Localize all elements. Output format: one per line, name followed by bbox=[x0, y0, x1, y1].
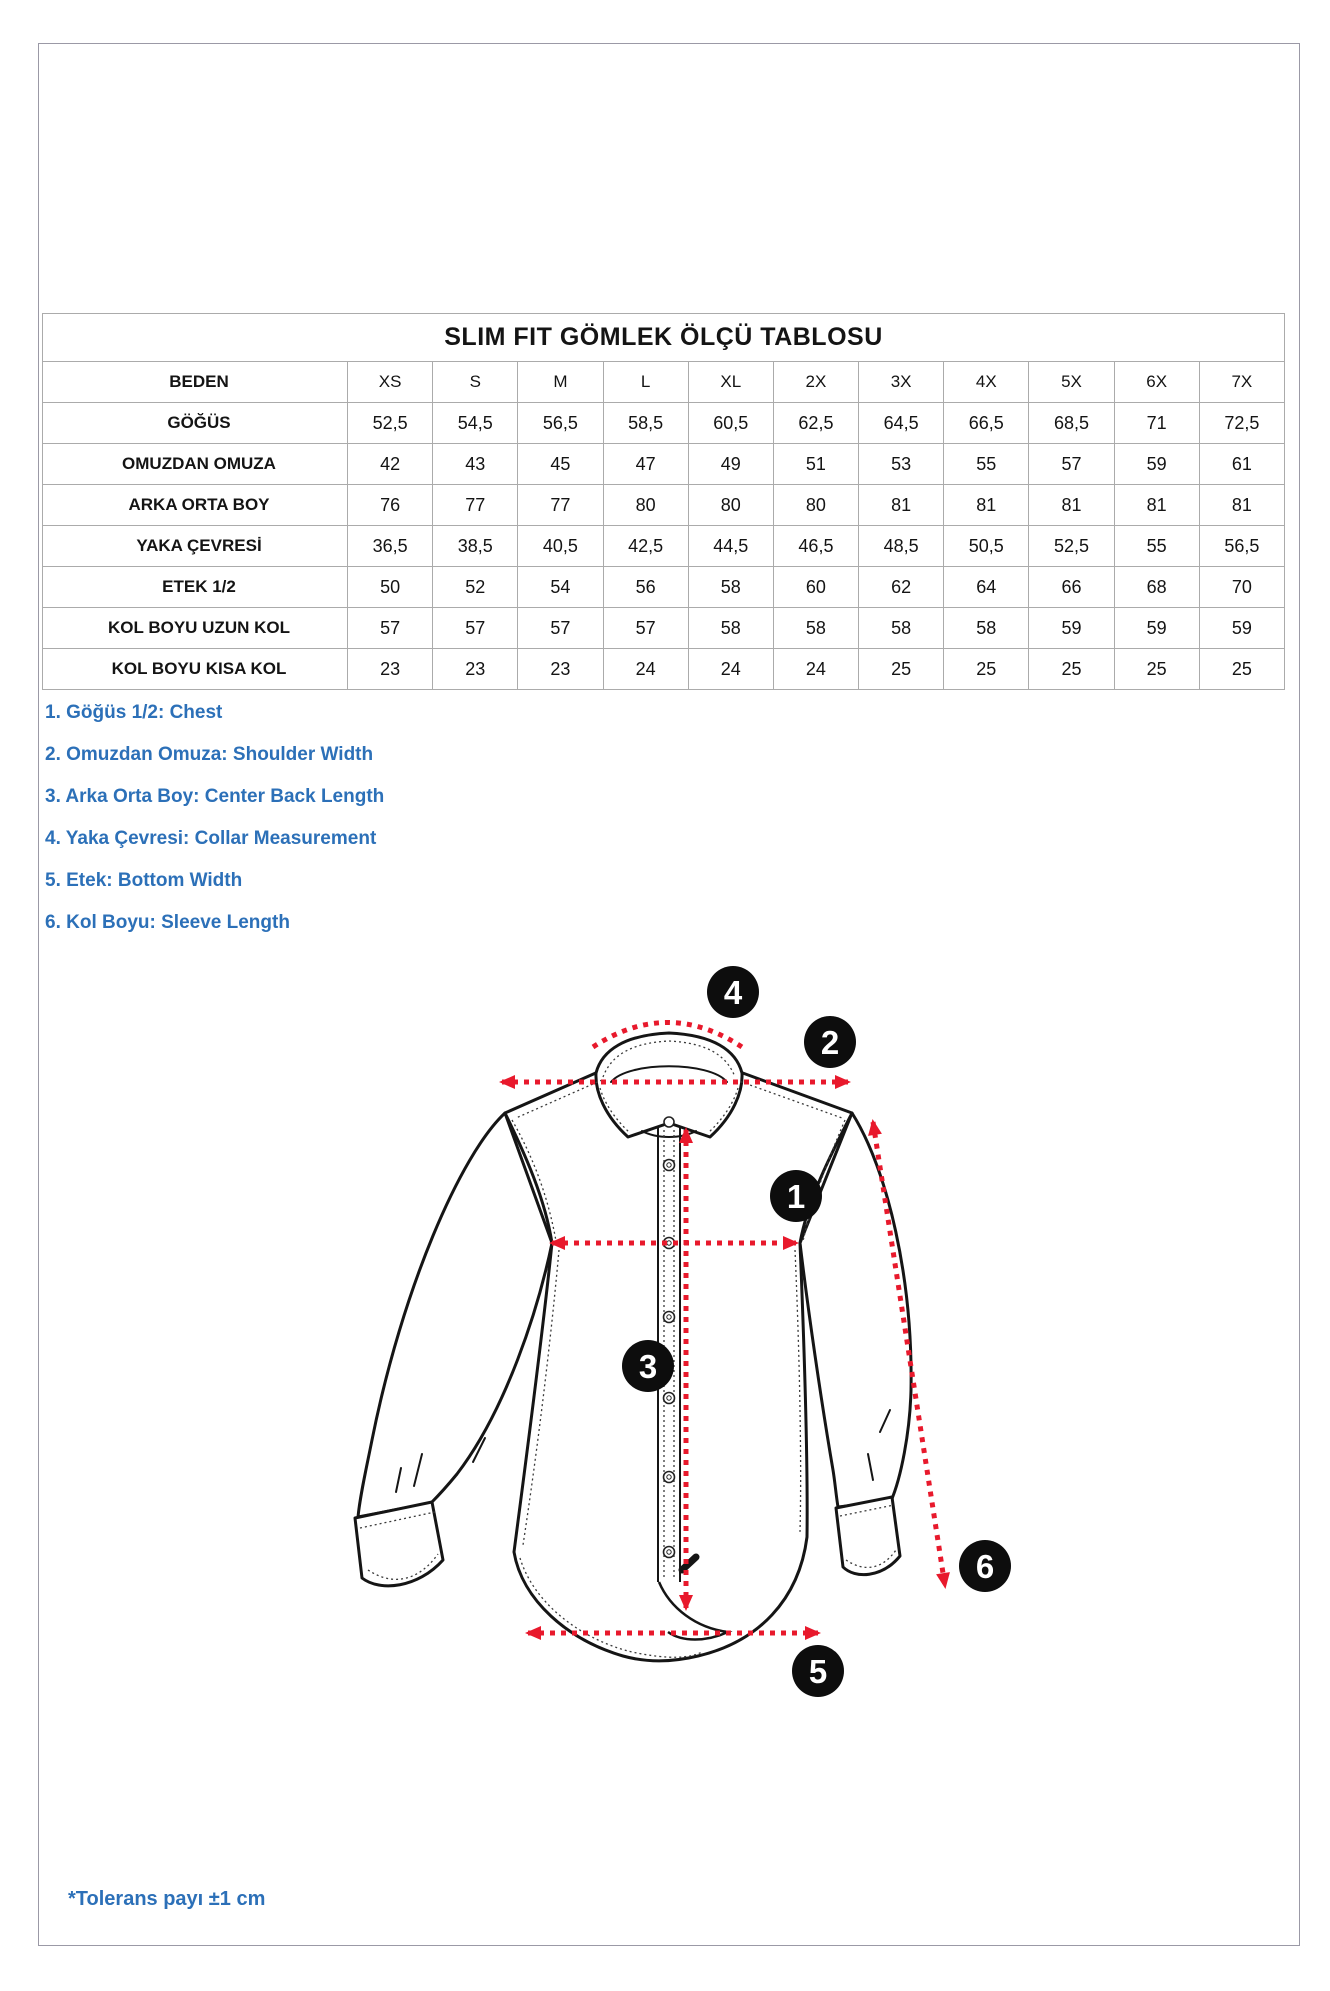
cell: 76 bbox=[348, 485, 433, 526]
row-label: OMUZDAN OMUZA bbox=[43, 444, 348, 485]
row-label: KOL BOYU KISA KOL bbox=[43, 649, 348, 690]
cell: 23 bbox=[348, 649, 433, 690]
cell: 51 bbox=[773, 444, 858, 485]
cell: 25 bbox=[1199, 649, 1284, 690]
cell: 80 bbox=[603, 485, 688, 526]
cell: 80 bbox=[688, 485, 773, 526]
cell: 36,5 bbox=[348, 526, 433, 567]
legend-item-chest: 1. Göğüs 1/2: Chest bbox=[45, 702, 223, 723]
cell: 62,5 bbox=[773, 403, 858, 444]
row-label: ETEK 1/2 bbox=[43, 567, 348, 608]
cell: 45 bbox=[518, 444, 603, 485]
cell: 58,5 bbox=[603, 403, 688, 444]
cell: 55 bbox=[1114, 526, 1199, 567]
cell: 49 bbox=[688, 444, 773, 485]
table-header-row bbox=[43, 362, 1285, 403]
cell: 68 bbox=[1114, 567, 1199, 608]
legend-item-collar: 4. Yaka Çevresi: Collar Measurement bbox=[45, 828, 377, 849]
header-label: BEDEN bbox=[43, 362, 348, 403]
size-header: 6X bbox=[1114, 362, 1199, 403]
size-header: S bbox=[433, 362, 518, 403]
badge-2: 2 bbox=[820, 1024, 840, 1061]
tolerance-footnote: *Tolerans payı ±1 cm bbox=[68, 1888, 266, 1910]
cell: 62 bbox=[859, 567, 944, 608]
cell: 24 bbox=[773, 649, 858, 690]
table-row bbox=[43, 526, 1285, 567]
cell: 43 bbox=[433, 444, 518, 485]
table-row bbox=[43, 403, 1285, 444]
cell: 80 bbox=[773, 485, 858, 526]
size-header: 3X bbox=[859, 362, 944, 403]
cell: 58 bbox=[688, 567, 773, 608]
measurement-legend bbox=[45, 692, 384, 944]
cell: 56,5 bbox=[1199, 526, 1284, 567]
shirt-measurement-diagram bbox=[330, 940, 1030, 1730]
cell: 52 bbox=[433, 567, 518, 608]
legend-item-back-length: 3. Arka Orta Boy: Center Back Length bbox=[45, 786, 385, 807]
cell: 66 bbox=[1029, 567, 1114, 608]
cell: 56 bbox=[603, 567, 688, 608]
cell: 58 bbox=[688, 608, 773, 649]
badge-5: 5 bbox=[808, 1653, 828, 1690]
badge-1: 1 bbox=[786, 1178, 806, 1215]
cell: 57 bbox=[518, 608, 603, 649]
cell: 46,5 bbox=[773, 526, 858, 567]
cell: 57 bbox=[433, 608, 518, 649]
cell: 25 bbox=[1114, 649, 1199, 690]
cell: 40,5 bbox=[518, 526, 603, 567]
size-header: 5X bbox=[1029, 362, 1114, 403]
cell: 70 bbox=[1199, 567, 1284, 608]
cell: 56,5 bbox=[518, 403, 603, 444]
table-row bbox=[43, 649, 1285, 690]
cell: 23 bbox=[433, 649, 518, 690]
row-label: GÖĞÜS bbox=[43, 403, 348, 444]
table-row bbox=[43, 567, 1285, 608]
badge-4: 4 bbox=[723, 974, 743, 1011]
table-row bbox=[43, 444, 1285, 485]
cell: 58 bbox=[859, 608, 944, 649]
cell: 61 bbox=[1199, 444, 1284, 485]
badge-3: 3 bbox=[638, 1348, 658, 1385]
cell: 48,5 bbox=[859, 526, 944, 567]
row-label: YAKA ÇEVRESİ bbox=[43, 526, 348, 567]
cell: 23 bbox=[518, 649, 603, 690]
size-header: M bbox=[518, 362, 603, 403]
table-row bbox=[43, 608, 1285, 649]
size-header: L bbox=[603, 362, 688, 403]
cell: 52,5 bbox=[1029, 526, 1114, 567]
cell: 25 bbox=[859, 649, 944, 690]
cell: 81 bbox=[1114, 485, 1199, 526]
cell: 50 bbox=[348, 567, 433, 608]
legend-item-sleeve: 6. Kol Boyu: Sleeve Length bbox=[45, 912, 290, 933]
cell: 59 bbox=[1114, 444, 1199, 485]
cell: 57 bbox=[1029, 444, 1114, 485]
cell: 50,5 bbox=[944, 526, 1029, 567]
badge-6: 6 bbox=[975, 1548, 995, 1585]
cell: 54,5 bbox=[433, 403, 518, 444]
cell: 68,5 bbox=[1029, 403, 1114, 444]
cell: 57 bbox=[348, 608, 433, 649]
cell: 58 bbox=[773, 608, 858, 649]
cell: 53 bbox=[859, 444, 944, 485]
cell: 59 bbox=[1199, 608, 1284, 649]
table-title-row bbox=[43, 314, 1285, 362]
cell: 25 bbox=[1029, 649, 1114, 690]
cell: 58 bbox=[944, 608, 1029, 649]
cell: 54 bbox=[518, 567, 603, 608]
cell: 71 bbox=[1114, 403, 1199, 444]
cell: 60,5 bbox=[688, 403, 773, 444]
cell: 44,5 bbox=[688, 526, 773, 567]
cell: 55 bbox=[944, 444, 1029, 485]
size-header: 4X bbox=[944, 362, 1029, 403]
row-label: ARKA ORTA BOY bbox=[43, 485, 348, 526]
cell: 64 bbox=[944, 567, 1029, 608]
cell: 59 bbox=[1114, 608, 1199, 649]
size-header: 2X bbox=[773, 362, 858, 403]
cell: 81 bbox=[1029, 485, 1114, 526]
cell: 25 bbox=[944, 649, 1029, 690]
cell: 52,5 bbox=[348, 403, 433, 444]
cell: 42,5 bbox=[603, 526, 688, 567]
cell: 38,5 bbox=[433, 526, 518, 567]
cell: 24 bbox=[688, 649, 773, 690]
cell: 24 bbox=[603, 649, 688, 690]
cell: 42 bbox=[348, 444, 433, 485]
cell: 81 bbox=[944, 485, 1029, 526]
cell: 47 bbox=[603, 444, 688, 485]
cell: 77 bbox=[518, 485, 603, 526]
row-label: KOL BOYU UZUN KOL bbox=[43, 608, 348, 649]
cell: 57 bbox=[603, 608, 688, 649]
cell: 64,5 bbox=[859, 403, 944, 444]
cell: 72,5 bbox=[1199, 403, 1284, 444]
size-header: XS bbox=[348, 362, 433, 403]
cell: 66,5 bbox=[944, 403, 1029, 444]
legend-item-shoulder: 2. Omuzdan Omuza: Shoulder Width bbox=[45, 744, 374, 765]
table-row bbox=[43, 485, 1285, 526]
cell: 81 bbox=[1199, 485, 1284, 526]
cell: 60 bbox=[773, 567, 858, 608]
size-header: XL bbox=[688, 362, 773, 403]
cell: 81 bbox=[859, 485, 944, 526]
table-title: SLIM FIT GÖMLEK ÖLÇÜ TABLOSU bbox=[43, 314, 1285, 362]
size-table bbox=[42, 313, 1285, 690]
cell: 77 bbox=[433, 485, 518, 526]
cell: 59 bbox=[1029, 608, 1114, 649]
legend-item-bottom-width: 5. Etek: Bottom Width bbox=[45, 870, 243, 891]
size-header: 7X bbox=[1199, 362, 1284, 403]
